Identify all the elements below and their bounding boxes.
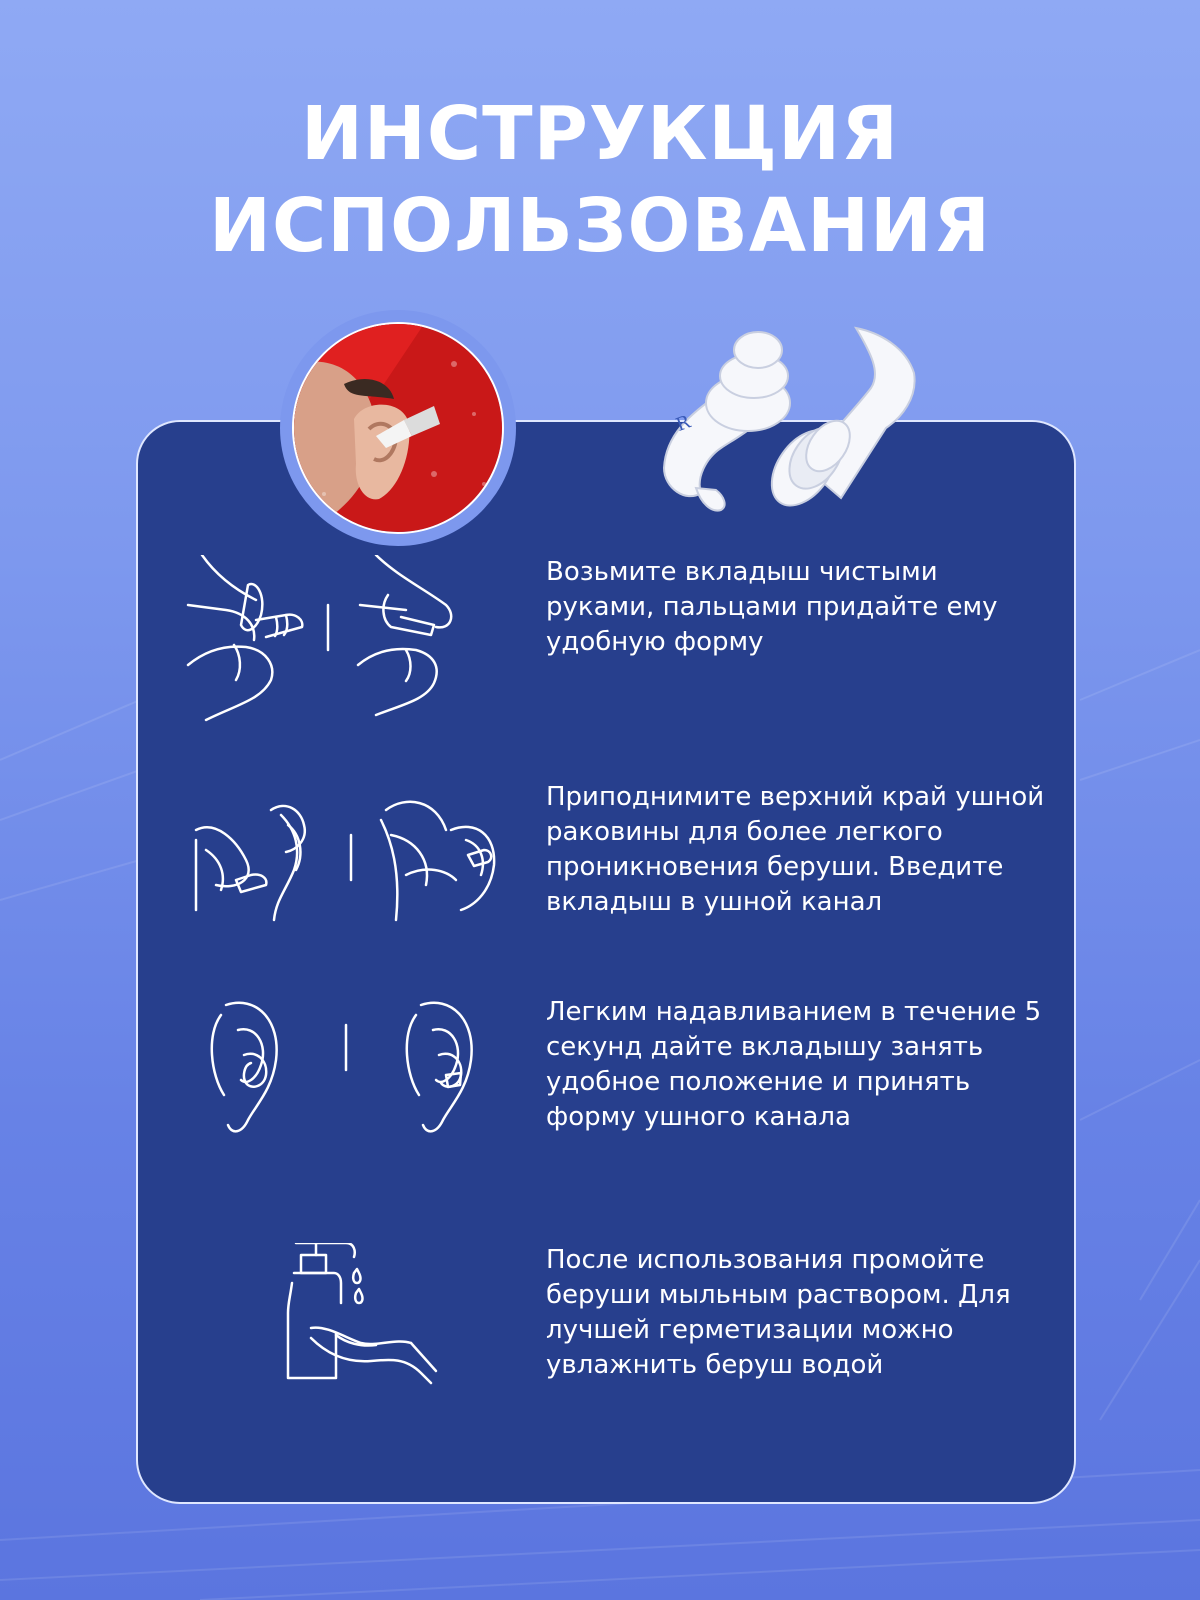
step-4-text: После использования промойте беруши мыльным раствором. Для лучшей герметизации можно увлажнить беруш водой	[546, 1245, 1011, 1380]
soap-dispenser-hand-icon	[176, 1243, 476, 1413]
step-3-text: Легким надавливанием в течение 5 секунд дайте вкладышу занять удобное положение и принять форму ушного канала	[546, 997, 1042, 1132]
step-2-text: Приподнимите верхний край ушной раковины для более легкого проникновения беруши. Введите вкладыш в ушной канал	[546, 782, 1045, 917]
earplugs-product-image	[656, 318, 946, 528]
title-line-2: ИСПОЛЬЗОВАНИЯ	[209, 183, 991, 269]
step-1-text: Возьмите вкладыш чистыми руками, пальцами придайте ему удобную форму	[546, 557, 998, 657]
title-line-1: ИНСТРУКЦИЯ	[301, 91, 899, 177]
ear-photo	[292, 322, 504, 534]
ear-with-earplug-icon	[176, 995, 476, 1145]
product-mark: R	[673, 411, 694, 436]
hand-lifting-ear-icon	[176, 780, 506, 950]
fingers-shaping-earplug-icon	[176, 555, 476, 735]
page-title	[0, 88, 1200, 272]
